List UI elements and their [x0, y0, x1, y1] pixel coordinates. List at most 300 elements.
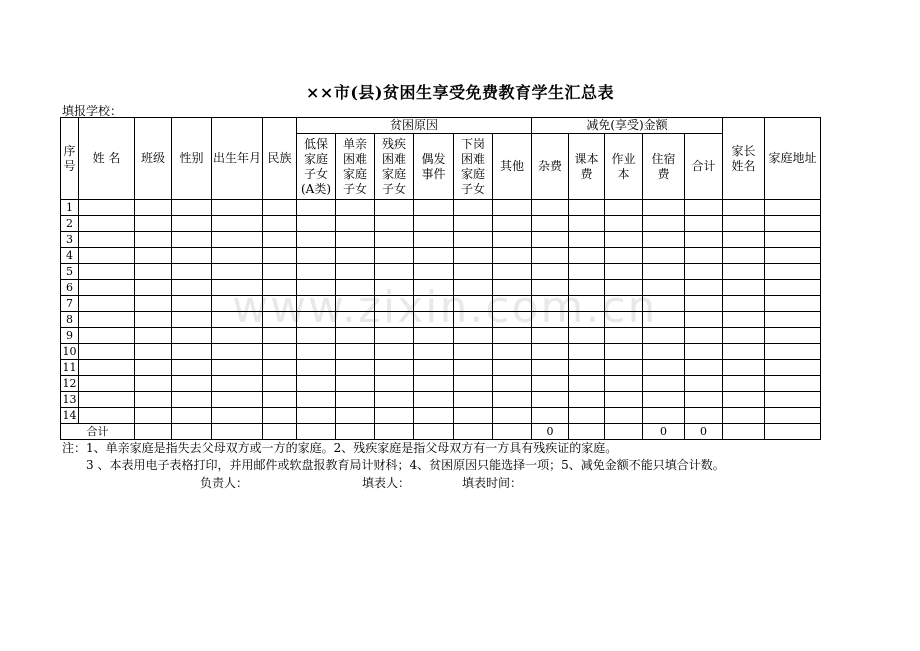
row-number: 5	[61, 264, 79, 280]
table-cell[interactable]	[336, 376, 375, 392]
table-cell[interactable]	[605, 280, 643, 296]
table-cell[interactable]	[643, 248, 685, 264]
table-cell[interactable]	[172, 328, 212, 344]
table-cell[interactable]	[532, 376, 569, 392]
table-cell[interactable]	[414, 408, 454, 424]
table-cell[interactable]	[685, 200, 723, 216]
table-cell[interactable]	[493, 216, 532, 232]
table-cell[interactable]	[172, 200, 212, 216]
total-cell	[135, 424, 172, 440]
table-cell[interactable]	[605, 248, 643, 264]
table-cell[interactable]	[79, 296, 135, 312]
table-cell[interactable]	[263, 216, 297, 232]
table-cell[interactable]	[454, 408, 493, 424]
table-cell[interactable]	[532, 408, 569, 424]
table-cell[interactable]	[212, 296, 263, 312]
table-cell[interactable]	[79, 408, 135, 424]
table-cell[interactable]	[605, 216, 643, 232]
table-cell[interactable]	[493, 344, 532, 360]
table-cell[interactable]	[79, 376, 135, 392]
table-cell[interactable]	[765, 264, 821, 280]
table-cell[interactable]	[605, 392, 643, 408]
table-cell[interactable]	[212, 248, 263, 264]
table-cell[interactable]	[765, 312, 821, 328]
table-cell[interactable]	[297, 216, 336, 232]
table-cell[interactable]	[569, 408, 605, 424]
table-cell[interactable]	[569, 392, 605, 408]
table-cell[interactable]	[605, 232, 643, 248]
table-cell[interactable]	[532, 280, 569, 296]
table-cell[interactable]	[685, 344, 723, 360]
header-waiver-textbook: 课本 费	[569, 134, 605, 200]
table-cell[interactable]	[454, 376, 493, 392]
table-cell[interactable]	[454, 312, 493, 328]
table-cell[interactable]	[79, 280, 135, 296]
table-cell[interactable]	[493, 376, 532, 392]
table-row	[61, 248, 821, 264]
table-cell[interactable]	[297, 200, 336, 216]
table-cell[interactable]	[532, 328, 569, 344]
table-row	[61, 344, 821, 360]
table-cell[interactable]	[414, 200, 454, 216]
table-row	[61, 200, 821, 216]
table-cell[interactable]	[765, 328, 821, 344]
table-cell[interactable]	[212, 360, 263, 376]
row-number: 1	[61, 200, 79, 216]
table-cell[interactable]	[569, 280, 605, 296]
table-cell[interactable]	[336, 264, 375, 280]
table-cell[interactable]	[263, 328, 297, 344]
table-cell[interactable]	[493, 408, 532, 424]
table-cell[interactable]	[765, 408, 821, 424]
table-cell[interactable]	[532, 216, 569, 232]
header-poverty-group: 贫困原因	[297, 118, 532, 134]
table-cell[interactable]	[493, 264, 532, 280]
table-cell[interactable]	[723, 408, 765, 424]
table-cell[interactable]	[532, 248, 569, 264]
table-cell[interactable]	[454, 280, 493, 296]
table-cell[interactable]	[605, 360, 643, 376]
row-number: 6	[61, 280, 79, 296]
table-cell[interactable]	[569, 312, 605, 328]
table-cell[interactable]	[414, 392, 454, 408]
table-cell[interactable]	[723, 200, 765, 216]
header-seq: 序 号	[61, 118, 79, 200]
table-cell[interactable]	[569, 248, 605, 264]
total-cell	[493, 424, 532, 440]
header-poverty-laid-off: 下岗 困难 家庭 子女	[454, 134, 493, 200]
table-cell[interactable]	[212, 280, 263, 296]
table-cell[interactable]	[765, 376, 821, 392]
table-cell[interactable]	[685, 264, 723, 280]
table-cell[interactable]	[336, 344, 375, 360]
table-cell[interactable]	[685, 280, 723, 296]
table-cell[interactable]	[375, 248, 414, 264]
table-cell[interactable]	[493, 232, 532, 248]
row-number: 8	[61, 312, 79, 328]
table-cell[interactable]	[135, 280, 172, 296]
table-cell[interactable]	[685, 408, 723, 424]
table-cell[interactable]	[414, 312, 454, 328]
table-cell[interactable]	[569, 216, 605, 232]
table-cell[interactable]	[643, 216, 685, 232]
table-cell[interactable]	[336, 360, 375, 376]
table-cell[interactable]	[414, 280, 454, 296]
table-cell[interactable]	[569, 328, 605, 344]
table-cell[interactable]	[723, 312, 765, 328]
table-cell[interactable]	[723, 216, 765, 232]
table-cell[interactable]	[532, 232, 569, 248]
table-cell[interactable]	[765, 280, 821, 296]
table-cell[interactable]	[135, 296, 172, 312]
table-cell[interactable]	[172, 392, 212, 408]
table-cell[interactable]	[79, 248, 135, 264]
table-cell[interactable]	[532, 264, 569, 280]
table-row	[61, 264, 821, 280]
table-cell[interactable]	[297, 328, 336, 344]
table-cell[interactable]	[297, 392, 336, 408]
table-cell[interactable]	[605, 408, 643, 424]
table-cell[interactable]	[765, 344, 821, 360]
table-row	[61, 280, 821, 296]
table-cell[interactable]	[212, 312, 263, 328]
table-cell[interactable]	[765, 248, 821, 264]
table-cell[interactable]	[135, 232, 172, 248]
table-cell[interactable]	[375, 264, 414, 280]
table-cell[interactable]	[414, 360, 454, 376]
table-cell[interactable]	[414, 376, 454, 392]
row-number: 11	[62, 361, 77, 374]
table-cell[interactable]	[79, 392, 135, 408]
total-sum: 0	[685, 424, 723, 440]
table-cell[interactable]	[375, 376, 414, 392]
row-number: 12	[62, 377, 77, 390]
header-gender: 性别	[172, 118, 212, 200]
table-cell[interactable]	[375, 328, 414, 344]
table-cell[interactable]	[414, 216, 454, 232]
table-cell[interactable]	[685, 312, 723, 328]
table-cell[interactable]	[336, 200, 375, 216]
table-cell[interactable]	[336, 328, 375, 344]
header-name: 姓 名	[79, 118, 135, 200]
table-cell[interactable]	[643, 376, 685, 392]
table-cell[interactable]	[723, 360, 765, 376]
table-cell[interactable]	[135, 344, 172, 360]
table-cell[interactable]	[336, 248, 375, 264]
table-cell[interactable]	[375, 296, 414, 312]
table-cell[interactable]	[532, 296, 569, 312]
table-cell[interactable]	[454, 216, 493, 232]
table-cell[interactable]	[135, 376, 172, 392]
table-cell[interactable]	[685, 232, 723, 248]
table-cell[interactable]	[375, 408, 414, 424]
table-cell[interactable]	[454, 248, 493, 264]
table-cell[interactable]	[375, 280, 414, 296]
table-cell[interactable]	[263, 200, 297, 216]
total-cell	[172, 424, 212, 440]
table-cell[interactable]	[569, 344, 605, 360]
table-cell[interactable]	[685, 392, 723, 408]
table-cell[interactable]	[723, 232, 765, 248]
table-cell[interactable]	[723, 280, 765, 296]
table-cell[interactable]	[723, 344, 765, 360]
watermark: www.zixin.com.cn	[232, 282, 658, 333]
total-cell	[569, 424, 605, 440]
header-address: 家庭地址	[765, 118, 821, 200]
table-cell[interactable]	[454, 296, 493, 312]
table-cell[interactable]	[79, 360, 135, 376]
header-waiver-group: 减免(享受)金额	[532, 118, 723, 134]
table-cell[interactable]	[263, 248, 297, 264]
table-cell[interactable]	[172, 360, 212, 376]
table-cell[interactable]	[263, 280, 297, 296]
table-cell[interactable]	[375, 312, 414, 328]
table-cell[interactable]	[765, 232, 821, 248]
table-cell[interactable]	[605, 264, 643, 280]
table-cell[interactable]	[643, 264, 685, 280]
table-cell[interactable]	[765, 200, 821, 216]
note-line-1: 注：1、单亲家庭是指失去父母双方或一方的家庭。2、残疾家庭是指父母双方有一方具有残疾证的家庭。	[62, 441, 618, 455]
table-cell[interactable]	[79, 232, 135, 248]
table-cell[interactable]	[212, 376, 263, 392]
table-cell[interactable]	[336, 216, 375, 232]
table-cell[interactable]	[375, 360, 414, 376]
table-cell[interactable]	[723, 296, 765, 312]
table-cell[interactable]	[643, 312, 685, 328]
table-cell[interactable]	[723, 376, 765, 392]
total-cell	[723, 424, 765, 440]
header-poverty-dibao: 低保 家庭 子女 (A类)	[297, 134, 336, 200]
table-cell[interactable]	[297, 344, 336, 360]
table-cell[interactable]	[297, 376, 336, 392]
table-cell[interactable]	[493, 360, 532, 376]
table-cell[interactable]	[414, 248, 454, 264]
table-cell[interactable]	[532, 360, 569, 376]
table-cell[interactable]	[723, 392, 765, 408]
table-cell[interactable]	[414, 344, 454, 360]
table-body	[61, 118, 821, 440]
total-cell	[212, 424, 263, 440]
table-cell[interactable]	[212, 344, 263, 360]
table-cell[interactable]	[569, 360, 605, 376]
table-cell[interactable]	[414, 232, 454, 248]
table-cell[interactable]	[135, 312, 172, 328]
table-cell[interactable]	[263, 232, 297, 248]
table-cell[interactable]	[135, 248, 172, 264]
table-cell[interactable]	[569, 232, 605, 248]
table-cell[interactable]	[297, 360, 336, 376]
table-cell[interactable]	[297, 408, 336, 424]
header-poverty-disability: 残疾 困难 家庭 子女	[375, 134, 414, 200]
table-cell[interactable]	[79, 344, 135, 360]
row-number: 3	[61, 232, 79, 248]
table-cell[interactable]	[532, 392, 569, 408]
table-cell[interactable]	[723, 264, 765, 280]
table-cell[interactable]	[685, 376, 723, 392]
table-cell[interactable]	[765, 296, 821, 312]
table-cell[interactable]	[643, 280, 685, 296]
table-row	[61, 312, 821, 328]
table-cell[interactable]	[263, 392, 297, 408]
table-cell[interactable]	[643, 392, 685, 408]
table-cell[interactable]	[605, 200, 643, 216]
table-cell[interactable]	[414, 328, 454, 344]
table-cell[interactable]	[375, 344, 414, 360]
table-cell[interactable]	[263, 312, 297, 328]
table-cell[interactable]	[685, 360, 723, 376]
table-cell[interactable]	[263, 344, 297, 360]
table-cell[interactable]	[765, 216, 821, 232]
table-cell[interactable]	[135, 216, 172, 232]
table-cell[interactable]	[336, 312, 375, 328]
table-cell[interactable]	[263, 296, 297, 312]
table-cell[interactable]	[336, 280, 375, 296]
table-cell[interactable]	[643, 200, 685, 216]
table-cell[interactable]	[172, 248, 212, 264]
table-cell[interactable]	[685, 328, 723, 344]
table-cell[interactable]	[172, 312, 212, 328]
table-row	[61, 232, 821, 248]
header-ethnicity: 民族	[263, 118, 297, 200]
table-cell[interactable]	[414, 296, 454, 312]
table-cell[interactable]	[263, 360, 297, 376]
table-cell[interactable]	[336, 408, 375, 424]
table-cell[interactable]	[375, 392, 414, 408]
table-cell[interactable]	[685, 296, 723, 312]
header-poverty-single-parent: 单亲 困难 家庭 子女	[336, 134, 375, 200]
header-waiver-total: 合计	[685, 134, 723, 200]
table-row	[61, 328, 821, 344]
table-cell[interactable]	[297, 296, 336, 312]
table-cell[interactable]	[336, 296, 375, 312]
table-cell[interactable]	[135, 360, 172, 376]
total-cell	[454, 424, 493, 440]
table-cell[interactable]	[135, 408, 172, 424]
table-cell[interactable]	[212, 200, 263, 216]
table-cell[interactable]	[172, 264, 212, 280]
table-cell[interactable]	[79, 328, 135, 344]
table-cell[interactable]	[569, 376, 605, 392]
table-cell[interactable]	[79, 200, 135, 216]
table-cell[interactable]	[336, 232, 375, 248]
total-cell	[605, 424, 643, 440]
table-cell[interactable]	[263, 264, 297, 280]
table-cell[interactable]	[643, 408, 685, 424]
table-cell[interactable]	[263, 408, 297, 424]
table-cell[interactable]	[493, 312, 532, 328]
table-row	[61, 392, 821, 408]
table-cell[interactable]	[493, 392, 532, 408]
table-cell[interactable]	[569, 264, 605, 280]
table-cell[interactable]	[172, 216, 212, 232]
table-cell[interactable]	[375, 216, 414, 232]
table-cell[interactable]	[212, 264, 263, 280]
table-cell[interactable]	[414, 264, 454, 280]
table-cell[interactable]	[297, 248, 336, 264]
table-cell[interactable]	[685, 216, 723, 232]
table-cell[interactable]	[454, 200, 493, 216]
table-cell[interactable]	[79, 312, 135, 328]
table-cell[interactable]	[454, 392, 493, 408]
table-cell[interactable]	[493, 296, 532, 312]
total-cell	[263, 424, 297, 440]
table-cell[interactable]	[212, 392, 263, 408]
table-cell[interactable]	[605, 376, 643, 392]
header-class: 班级	[135, 118, 172, 200]
table-cell[interactable]	[135, 200, 172, 216]
table-cell[interactable]	[493, 200, 532, 216]
table-cell[interactable]	[643, 344, 685, 360]
table-cell[interactable]	[172, 280, 212, 296]
table-cell[interactable]	[135, 264, 172, 280]
table-cell[interactable]	[297, 264, 336, 280]
table-cell[interactable]	[336, 392, 375, 408]
table-cell[interactable]	[643, 232, 685, 248]
table-cell[interactable]	[454, 232, 493, 248]
table-row	[61, 408, 821, 424]
table-cell[interactable]	[212, 216, 263, 232]
table-cell[interactable]	[493, 328, 532, 344]
table-cell[interactable]	[297, 312, 336, 328]
table-cell[interactable]	[493, 248, 532, 264]
table-cell[interactable]	[723, 248, 765, 264]
table-row	[61, 296, 821, 312]
sheet-title: ××市(县)贫困生享受免费教育学生汇总表	[306, 83, 614, 102]
table-cell[interactable]	[79, 216, 135, 232]
table-cell[interactable]	[454, 360, 493, 376]
table-cell[interactable]	[172, 408, 212, 424]
table-cell[interactable]	[135, 392, 172, 408]
table-cell[interactable]	[172, 232, 212, 248]
table-cell[interactable]	[569, 200, 605, 216]
table-cell[interactable]	[605, 344, 643, 360]
table-cell[interactable]	[643, 360, 685, 376]
table-cell[interactable]	[532, 344, 569, 360]
table-cell[interactable]	[212, 232, 263, 248]
table-cell[interactable]	[765, 392, 821, 408]
table-row	[61, 376, 821, 392]
table-cell[interactable]	[605, 296, 643, 312]
table-cell[interactable]	[605, 312, 643, 328]
table-cell[interactable]	[172, 376, 212, 392]
table-cell[interactable]	[172, 296, 212, 312]
table-cell[interactable]	[172, 344, 212, 360]
table-cell[interactable]	[454, 344, 493, 360]
table-cell[interactable]	[375, 200, 414, 216]
table-cell[interactable]	[605, 328, 643, 344]
table-cell[interactable]	[135, 328, 172, 344]
table-cell[interactable]	[532, 312, 569, 328]
table-cell[interactable]	[685, 248, 723, 264]
table-cell[interactable]	[723, 328, 765, 344]
table-cell[interactable]	[375, 232, 414, 248]
table-cell[interactable]	[643, 328, 685, 344]
table-cell[interactable]	[493, 280, 532, 296]
table-cell[interactable]	[765, 360, 821, 376]
total-cell	[336, 424, 375, 440]
table-cell[interactable]	[297, 232, 336, 248]
table-cell[interactable]	[79, 264, 135, 280]
table-cell[interactable]	[212, 328, 263, 344]
table-cell[interactable]	[532, 200, 569, 216]
table-cell[interactable]	[643, 296, 685, 312]
table-cell[interactable]	[297, 280, 336, 296]
table-cell[interactable]	[212, 408, 263, 424]
table-cell[interactable]	[263, 376, 297, 392]
table-cell[interactable]	[569, 296, 605, 312]
table-cell[interactable]	[454, 328, 493, 344]
table-cell[interactable]	[454, 264, 493, 280]
